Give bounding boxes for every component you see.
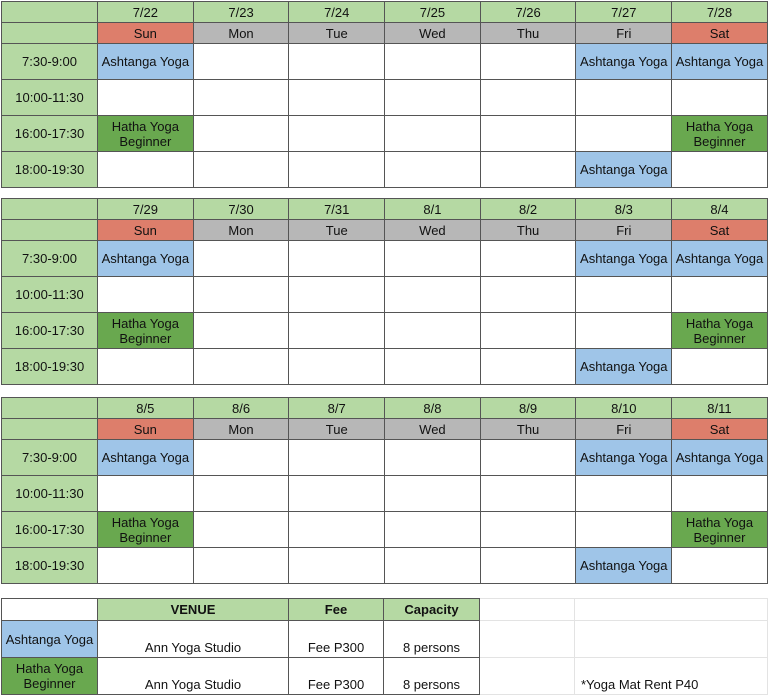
day-cell-thu: Thu [480,220,576,241]
date-cell: 8/5 [98,398,194,419]
legend-row-hatha [2,658,768,695]
empty-cell [576,512,672,548]
class-cell-hatha: Hatha Yoga Beginner [98,313,194,349]
class-cell-hatha: Hatha Yoga Beginner [672,116,768,152]
week-3-schedule [1,397,768,584]
day-cell-sun: Sun [98,220,194,241]
time-slot-row [2,152,768,188]
day-cell-fri: Fri [576,220,672,241]
empty-cell [575,599,768,621]
empty-cell [289,116,385,152]
day-cell-wed: Wed [385,419,481,440]
empty-cell [193,440,289,476]
empty-cell [480,152,576,188]
class-cell-ashtanga: Ashtanga Yoga [98,44,194,80]
time-slot-label: 10:00-11:30 [2,476,98,512]
time-slot-label: 7:30-9:00 [2,44,98,80]
empty-cell [480,277,576,313]
empty-cell [480,621,575,658]
date-header-row [2,2,768,23]
legend-corner-cell [2,599,98,621]
class-cell-hatha: Hatha Yoga Beginner [98,116,194,152]
empty-cell [385,476,481,512]
legend-header-row [2,599,768,621]
legend-capacity: 8 persons [384,621,480,658]
empty-cell [480,476,576,512]
day-cell-sun: Sun [98,23,194,44]
empty-cell [672,80,768,116]
day-header-row [2,419,768,440]
time-slot-label: 16:00-17:30 [2,512,98,548]
empty-cell [289,512,385,548]
time-slot-row [2,44,768,80]
date-cell: 8/11 [672,398,768,419]
empty-cell [193,476,289,512]
date-cell: 8/8 [385,398,481,419]
empty-cell [385,116,481,152]
empty-cell [385,241,481,277]
time-slot-label: 7:30-9:00 [2,241,98,277]
date-cell: 7/30 [193,199,289,220]
empty-cell [98,349,194,385]
class-cell-hatha: Hatha Yoga Beginner [672,313,768,349]
empty-cell [480,116,576,152]
empty-cell [672,548,768,584]
empty-cell [480,349,576,385]
day-cell-sat: Sat [672,23,768,44]
day-cell-thu: Thu [480,419,576,440]
empty-cell [576,476,672,512]
time-slot-row [2,349,768,385]
empty-cell [672,277,768,313]
legend-fee: Fee P300 [289,621,384,658]
time-slot-row [2,440,768,476]
empty-cell [480,313,576,349]
day-cell-mon: Mon [193,220,289,241]
empty-cell [480,440,576,476]
day-cell-sat: Sat [672,419,768,440]
date-cell: 8/1 [385,199,481,220]
corner-cell [2,419,98,440]
empty-cell [480,44,576,80]
empty-cell [480,599,575,621]
date-header-row [2,398,768,419]
empty-cell [385,349,481,385]
empty-cell [193,512,289,548]
empty-cell [576,313,672,349]
time-slot-label: 18:00-19:30 [2,349,98,385]
time-slot-label: 10:00-11:30 [2,80,98,116]
corner-cell [2,2,98,23]
empty-cell [193,313,289,349]
date-cell: 7/31 [289,199,385,220]
day-cell-wed: Wed [385,23,481,44]
class-cell-ashtanga: Ashtanga Yoga [576,548,672,584]
day-cell-mon: Mon [193,23,289,44]
empty-cell [672,152,768,188]
date-cell: 7/25 [385,2,481,23]
empty-cell [385,512,481,548]
empty-cell [289,440,385,476]
day-cell-sat: Sat [672,220,768,241]
empty-cell [385,277,481,313]
class-cell-hatha: Hatha Yoga Beginner [98,512,194,548]
corner-cell [2,23,98,44]
empty-cell [98,152,194,188]
class-cell-ashtanga: Ashtanga Yoga [98,241,194,277]
empty-cell [480,658,575,695]
time-slot-row [2,241,768,277]
class-cell-ashtanga: Ashtanga Yoga [576,152,672,188]
time-slot-row [2,512,768,548]
day-cell-sun: Sun [98,419,194,440]
empty-cell [672,349,768,385]
empty-cell [98,80,194,116]
corner-cell [2,199,98,220]
empty-cell [576,277,672,313]
legend-table [1,598,768,695]
corner-cell [2,398,98,419]
class-cell-hatha: Hatha Yoga Beginner [672,512,768,548]
empty-cell [289,313,385,349]
empty-cell [193,116,289,152]
date-cell: 7/28 [672,2,768,23]
corner-cell [2,220,98,241]
empty-cell [98,277,194,313]
class-cell-ashtanga: Ashtanga Yoga [98,440,194,476]
date-cell: 7/27 [576,2,672,23]
empty-cell [385,152,481,188]
legend-fee-header: Fee [289,599,384,621]
empty-cell [98,548,194,584]
date-cell: 7/23 [193,2,289,23]
time-slot-row [2,548,768,584]
empty-cell [289,80,385,116]
day-cell-tue: Tue [289,220,385,241]
class-cell-ashtanga: Ashtanga Yoga [576,440,672,476]
day-cell-tue: Tue [289,419,385,440]
empty-cell [576,116,672,152]
empty-cell [289,548,385,584]
yoga-mat-note: *Yoga Mat Rent P40 [575,658,768,695]
empty-cell [289,476,385,512]
time-slot-label: 10:00-11:30 [2,277,98,313]
class-cell-ashtanga: Ashtanga Yoga [672,440,768,476]
time-slot-label: 16:00-17:30 [2,116,98,152]
empty-cell [193,548,289,584]
empty-cell [575,621,768,658]
class-cell-ashtanga: Ashtanga Yoga [576,241,672,277]
time-slot-row [2,476,768,512]
empty-cell [385,440,481,476]
day-cell-mon: Mon [193,419,289,440]
empty-cell [289,277,385,313]
time-slot-row [2,80,768,116]
empty-cell [385,44,481,80]
date-header-row [2,199,768,220]
legend-capacity: 8 persons [384,658,480,695]
time-slot-label: 16:00-17:30 [2,313,98,349]
class-cell-ashtanga: Ashtanga Yoga [672,44,768,80]
date-cell: 8/7 [289,398,385,419]
empty-cell [672,476,768,512]
empty-cell [480,548,576,584]
date-cell: 8/10 [576,398,672,419]
time-slot-row [2,277,768,313]
day-cell-thu: Thu [480,23,576,44]
day-cell-tue: Tue [289,23,385,44]
day-cell-fri: Fri [576,419,672,440]
empty-cell [289,241,385,277]
week-1-schedule [1,1,768,188]
legend-venue-header: VENUE [98,599,289,621]
empty-cell [480,241,576,277]
empty-cell [193,241,289,277]
empty-cell [193,44,289,80]
legend-capacity-header: Capacity [384,599,480,621]
date-cell: 8/3 [576,199,672,220]
date-cell: 7/26 [480,2,576,23]
empty-cell [193,349,289,385]
empty-cell [385,80,481,116]
time-slot-label: 18:00-19:30 [2,548,98,584]
legend-class-ashtanga: Ashtanga Yoga [2,621,98,658]
class-cell-ashtanga: Ashtanga Yoga [576,349,672,385]
date-cell: 7/22 [98,2,194,23]
empty-cell [385,313,481,349]
time-slot-label: 7:30-9:00 [2,440,98,476]
class-cell-ashtanga: Ashtanga Yoga [576,44,672,80]
legend-fee: Fee P300 [289,658,384,695]
date-cell: 8/4 [672,199,768,220]
empty-cell [385,548,481,584]
empty-cell [480,512,576,548]
date-cell: 7/29 [98,199,194,220]
empty-cell [480,80,576,116]
day-header-row [2,220,768,241]
class-cell-ashtanga: Ashtanga Yoga [672,241,768,277]
day-cell-fri: Fri [576,23,672,44]
date-cell: 8/2 [480,199,576,220]
time-slot-label: 18:00-19:30 [2,152,98,188]
empty-cell [289,152,385,188]
date-cell: 8/9 [480,398,576,419]
empty-cell [98,476,194,512]
legend-venue: Ann Yoga Studio [98,621,289,658]
empty-cell [193,152,289,188]
date-cell: 8/6 [193,398,289,419]
empty-cell [289,349,385,385]
empty-cell [193,80,289,116]
time-slot-row [2,313,768,349]
week-2-schedule [1,198,768,385]
empty-cell [289,44,385,80]
date-cell: 7/24 [289,2,385,23]
legend-class-hatha: Hatha Yoga Beginner [2,658,98,695]
time-slot-row [2,116,768,152]
legend-row-ashtanga [2,621,768,658]
empty-cell [576,80,672,116]
empty-cell [193,277,289,313]
legend-venue: Ann Yoga Studio [98,658,289,695]
day-cell-wed: Wed [385,220,481,241]
day-header-row [2,23,768,44]
